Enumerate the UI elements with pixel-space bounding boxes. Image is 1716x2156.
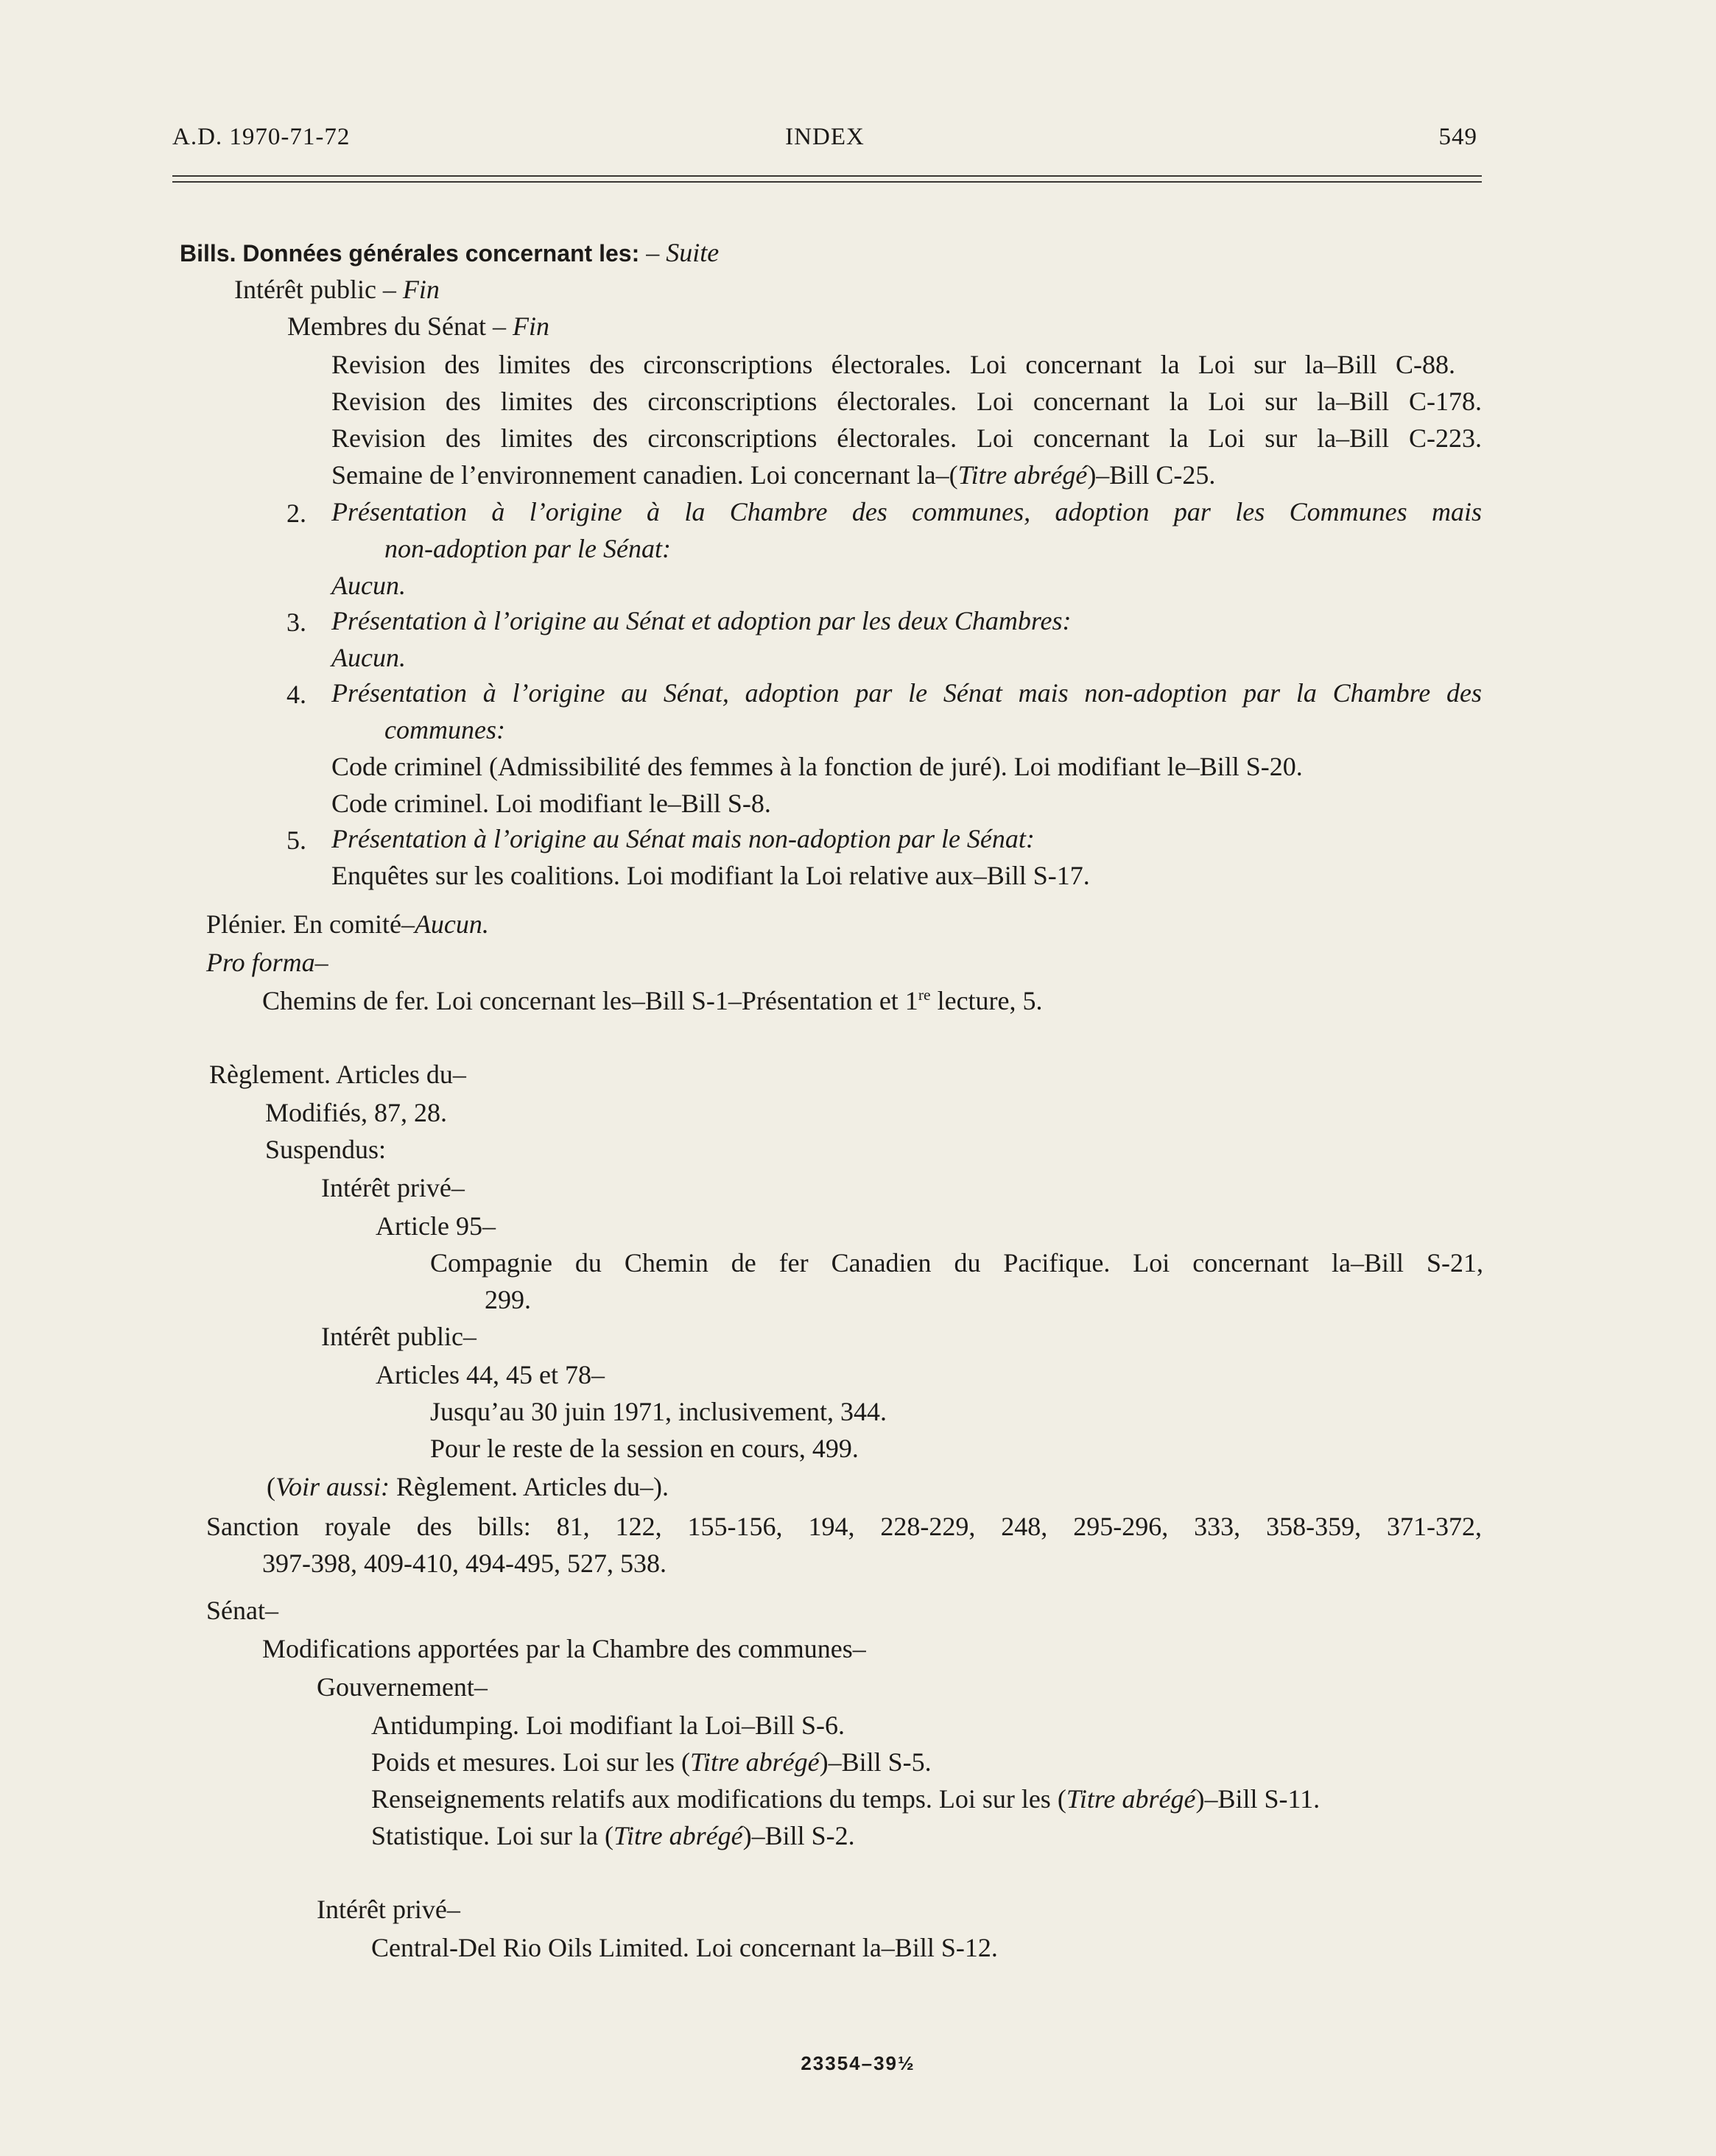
subentry-article-95: Article 95– <box>376 1211 496 1241</box>
item-value: Aucun. <box>331 571 406 600</box>
entry-reglement: Règlement. Articles du– <box>209 1060 466 1089</box>
entry-pro-forma: Pro forma– <box>206 948 328 977</box>
index-line: Code criminel. Loi modifiant le–Bill S-8. <box>331 789 771 818</box>
header-title: INDEX <box>785 124 865 150</box>
index-line: Statistique. Loi sur la (Titre abrégé)–Bill S-2. <box>371 1821 855 1850</box>
header-rule-top <box>172 175 1482 177</box>
item-value: Aucun. <box>331 643 406 672</box>
subentry-interet-public: Intérêt public – Fin <box>234 275 440 304</box>
item-heading: Présentation à l’origine au Sénat et adoption par les deux Chambres: <box>331 606 1072 635</box>
index-line: Enquêtes sur les coalitions. Loi modifiant la Loi relative aux–Bill S-17. <box>331 861 1090 890</box>
entry-sanction-royale: Sanction royale des bills: 81, 122, 155-156, 194, 228-229, 248, 295-296, 333, 358-359, 371-372, <box>206 1512 1482 1541</box>
subentry-modifications: Modifications apportées par la Chambre des communes– <box>262 1634 866 1663</box>
subentry-interet-prive: Intérêt privé– <box>317 1895 460 1924</box>
item-number: 5. <box>286 825 306 855</box>
printer-signature: 23354–39½ <box>801 2052 915 2074</box>
index-line: Renseignements relatifs aux modifications du temps. Loi sur les (Titre abrégé)–Bill S-11. <box>371 1784 1321 1814</box>
item-heading: Présentation à l’origine à la Chambre des communes, adoption par les Communes mais <box>331 497 1482 526</box>
subentry-gouvernement: Gouvernement– <box>317 1672 488 1702</box>
item-number: 3. <box>286 607 306 637</box>
index-line: Chemins de fer. Loi concernant les–Bill S-1–Présentation et 1re lecture, 5. <box>262 986 1043 1015</box>
index-line: Semaine de l’environnement canadien. Loi concernant la–(Titre abrégé)–Bill C-25. <box>331 460 1216 490</box>
subentry-interet-prive: Intérêt privé– <box>321 1173 465 1202</box>
page-number: 549 <box>1438 124 1477 150</box>
subentry-articles-44-45-78: Articles 44, 45 et 78– <box>376 1360 605 1389</box>
index-line: Compagnie du Chemin de fer Canadien du Pacifique. Loi concernant la–Bill S-21, <box>430 1248 1483 1278</box>
item-heading-cont: non-adoption par le Sénat: <box>384 534 671 563</box>
cross-reference: (Voir aussi: Règlement. Articles du–). <box>267 1472 669 1501</box>
item-heading: Présentation à l’origine au Sénat, adoption par le Sénat mais non-adoption par la Chambre des <box>331 678 1482 708</box>
index-line: Revision des limites des circonscriptions électorales. Loi concernant la Loi sur la–Bill C-178. <box>331 387 1482 416</box>
item-number: 4. <box>286 680 306 709</box>
item-number: 2. <box>286 499 306 528</box>
item-heading-cont: communes: <box>384 715 505 744</box>
item-heading: Présentation à l’origine au Sénat mais non-adoption par le Sénat: <box>331 824 1035 853</box>
entry-sanction-royale-cont: 397-398, 409-410, 494-495, 527, 538. <box>262 1549 667 1578</box>
header-rule-bottom <box>172 181 1482 183</box>
index-line: Antidumping. Loi modifiant la Loi–Bill S-6. <box>371 1711 845 1740</box>
index-line: Jusqu’au 30 juin 1971, inclusivement, 344. <box>430 1397 887 1426</box>
index-line: Pour le reste de la session en cours, 499. <box>430 1434 859 1463</box>
subentry-modifies: Modifiés, 87, 28. <box>265 1098 447 1127</box>
entry-plenier: Plénier. En comité–Aucun. <box>206 909 489 939</box>
header-year: A.D. 1970-71-72 <box>172 124 351 150</box>
subentry-membres-senat: Membres du Sénat – Fin <box>287 311 549 341</box>
subentry-suspendus: Suspendus: <box>265 1135 387 1164</box>
page-reference: 299. <box>485 1285 531 1314</box>
index-line: Poids et mesures. Loi sur les (Titre abrégé)–Bill S-5. <box>371 1747 932 1777</box>
index-line: Revision des limites des circonscriptions électorales. Loi concernant la Loi sur la–Bill C-223. <box>331 423 1482 453</box>
index-line: Central-Del Rio Oils Limited. Loi concernant la–Bill S-12. <box>371 1933 998 1962</box>
entry-heading: Bills. Données générales concernant les: – Suite <box>180 238 720 267</box>
index-line: Code criminel (Admissibilité des femmes à la fonction de juré). Loi modifiant le–Bill S-20. <box>331 752 1303 781</box>
index-line: Revision des limites des circonscriptions électorales. Loi concernant la Loi sur la–Bill C-88. <box>331 350 1455 379</box>
entry-senat: Sénat– <box>206 1596 278 1625</box>
subentry-interet-public: Intérêt public– <box>321 1322 477 1351</box>
